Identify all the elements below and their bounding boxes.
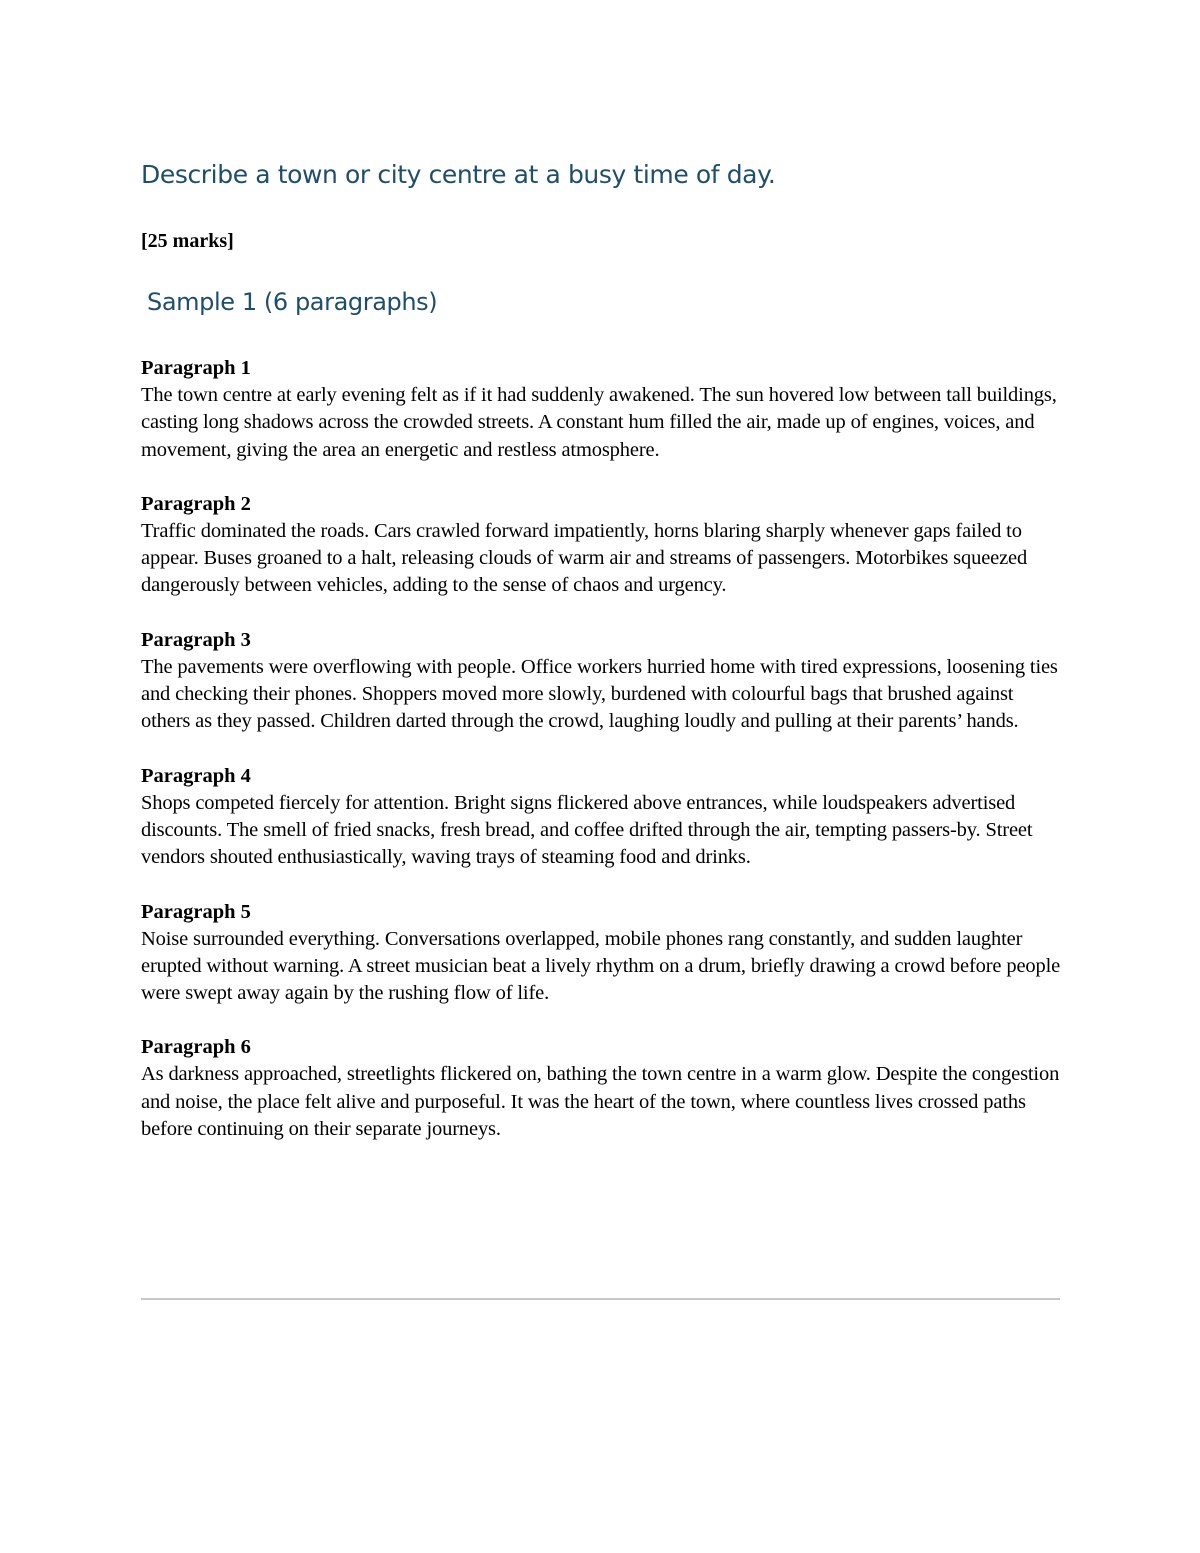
- document-title: Describe a town or city centre at a busy time of day.: [141, 160, 776, 189]
- paragraph-heading: Paragraph 5: [141, 900, 251, 923]
- paragraph-text: The town centre at early evening felt as if it had suddenly awakened. The sun hovered low between tall buildings, casting long shadows across the crowded streets. A constant hum filled the air, made up of engines, voices, and movement, giving the area an energetic and restless atmosphere.: [141, 384, 1057, 461]
- paragraph-block-2: [141, 491, 1066, 600]
- paragraph-list: [141, 355, 1066, 1170]
- paragraph-block-4: [141, 763, 1066, 872]
- paragraph-heading: Paragraph 4: [141, 764, 251, 787]
- marks-label: [25 marks]: [141, 230, 234, 252]
- paragraph-block-6: [141, 1034, 1066, 1143]
- paragraph-heading: Paragraph 1: [141, 357, 251, 379]
- horizontal-divider: [141, 1298, 1060, 1300]
- paragraph-text: Traffic dominated the roads. Cars crawled forward impatiently, horns blaring sharply whenever gaps failed to appear. Buses groaned to a halt, releasing clouds of warm air and streams of passengers. Motorbikes squeezed dangerously between vehicles, adding to the sense of chaos and urgency.: [141, 519, 1028, 597]
- paragraph-block-3: [141, 627, 1066, 736]
- paragraph-text: Noise surrounded everything. Conversations overlapped, mobile phones rang constantly, and sudden laughter erupted without warning. A street musician beat a lively rhythm on a drum, briefly drawing a crowd before people were swept away again by the rushing flow of life.: [141, 927, 1061, 1005]
- paragraph-heading: Paragraph 3: [141, 628, 251, 651]
- paragraph-heading: Paragraph 2: [141, 492, 251, 515]
- paragraph-block-1: [141, 355, 1066, 464]
- paragraph-text: As darkness approached, streetlights flickered on, bathing the town centre in a warm glow. Despite the congestion and noise, the place felt alive and purposeful. It was the heart of the town, where countless lives crossed paths before continuing on their separate journeys.: [141, 1063, 1060, 1141]
- paragraph-block-5: [141, 899, 1066, 1008]
- sample-heading: Sample 1 (6 paragraphs): [147, 288, 438, 316]
- paragraph-text: Shops competed fiercely for attention. Bright signs flickered above entrances, while loudspeakers advertised discounts. The smell of fried snacks, fresh bread, and coffee drifted through the air, tempting passers-by. Street vendors shouted enthusiastically, waving trays of steaming food and drinks.: [141, 791, 1033, 869]
- paragraph-text: The pavements were overflowing with people. Office workers hurried home with tired expressions, loosening ties and checking their phones. Shoppers moved more slowly, burdened with colourful bags that brushed against others as they passed. Children darted through the crowd, laughing loudly and pulling at their parents’ hands.: [141, 655, 1058, 733]
- paragraph-heading: Paragraph 6: [141, 1036, 251, 1059]
